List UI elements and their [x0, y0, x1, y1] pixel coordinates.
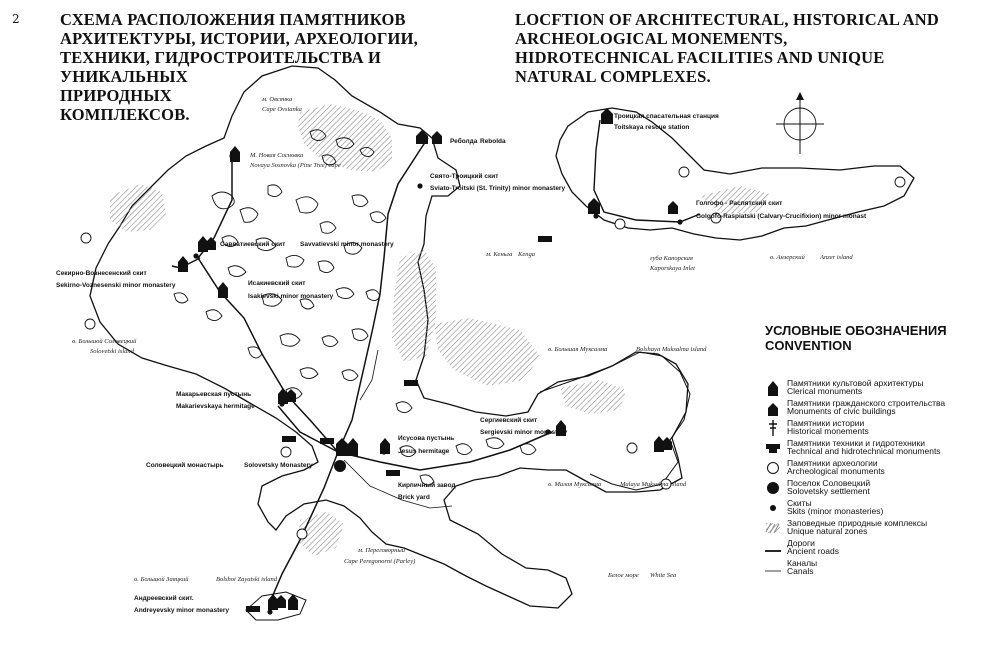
label-isakievski-ru: Исакиевский скит: [248, 280, 306, 287]
label-bolshaya-muksalma-en: Bolshaya Muksalma island: [636, 346, 707, 353]
label-bolshoi-zayatski-en: Bolshoi Zayatski island: [216, 576, 278, 583]
label-bolshoi-zayatski-ru: о. Большой Заяцкий: [134, 576, 189, 583]
label-novaya-sosnovka-ru: М. Новая Сосновка: [250, 152, 304, 159]
civic-building-icon: [765, 399, 781, 417]
label-solovetski-monastery-en: Solovetsky Monastery: [244, 462, 313, 469]
label-sekirno-en: Sekirno-Voznesenski minor monastery: [56, 282, 176, 289]
label-bolshaya-muksalma-ru: о. Большая Муксалма: [548, 346, 608, 353]
legend-item-en: Technical and hidrotechnical monuments: [787, 446, 941, 456]
title-en-line: NATURAL COMPLEXES.: [515, 67, 711, 86]
title-en-line: HIDROTECHNICAL FACILITIES AND UNIQUE: [515, 48, 885, 67]
label-rebolda-en: Rebolda: [480, 138, 506, 145]
label-rebolda-ru: Реболда: [450, 138, 478, 145]
legend: [765, 323, 995, 576]
title-en-line: ARCHEOLOGICAL MONEMENTS,: [515, 29, 788, 48]
legend-item-ru: Памятники археологии: [787, 458, 878, 468]
label-cape-pergonorni-en: Cape Peregonorni (Parley): [344, 558, 416, 565]
legend-item-en: Canals: [787, 566, 814, 576]
title-ru-line: УНИКАЛЬНЫХ: [60, 67, 188, 86]
legend-item-en: Historical monements: [787, 426, 869, 436]
legend-item-ru: Памятники культовой архитектуры: [787, 378, 924, 388]
label-anzer-ru: о. Анзерский: [770, 254, 805, 261]
title-ru-line: КОМПЛЕКСОВ.: [60, 105, 190, 124]
legend-item-en: Clerical monuments: [787, 386, 863, 396]
label-sviato-troitski-en: Sviato-Troitski (St. Trinity) minor monastery: [430, 185, 566, 192]
label-sviato-troitski-ru: Свято-Троицкий скит: [430, 173, 499, 180]
natural-zone-west: [110, 184, 166, 232]
technical-monument-icon: [765, 439, 781, 457]
settlement-dot-icon: [334, 460, 346, 472]
settlement-dot-icon: [765, 479, 781, 497]
title-ru-line: СХЕМА РАСПОЛОЖЕНИЯ ПАМЯТНИКОВ: [60, 10, 406, 29]
skit-dot-icon: [765, 499, 781, 517]
title-ru-line: ПРИРОДНЫХ: [60, 86, 172, 105]
label-makarievskaya-ru: Макарьевская пустынь: [176, 391, 252, 398]
label-savvatievski-en: Savvatievski minor monastery: [300, 241, 394, 248]
legend-item-en: Skits (minor monasteries): [787, 506, 884, 516]
label-jesus-hermitage-en: Jesus hermitage: [398, 448, 450, 455]
legend-item-en: Monuments of civic buildings: [787, 406, 896, 416]
label-white-sea-en: White Sea: [650, 572, 677, 579]
legend-item-en: Solovetsky settlement: [787, 486, 870, 496]
legend-item-ru: Каналы: [787, 558, 818, 568]
compass-rose-icon: [776, 92, 824, 154]
label-cape-kenga-en: Kenga: [518, 251, 535, 258]
legend-item-ru: Заповедные природные комплексы: [787, 518, 928, 528]
bolshaya-muksalma-coastline: [540, 352, 690, 490]
anzer-island-coastline: [556, 108, 914, 240]
label-sekirno-ru: Секирно-Вознесенский скит: [56, 270, 147, 277]
label-kaporskaya-inlet-en: Kaporskaya Inlet: [650, 265, 695, 272]
label-isakievski-en: Isakievski minor monastery: [248, 293, 334, 300]
label-golgofo-en: Golgofo-Raspiatski (Calvary-Crucifixion) minor monast: [696, 213, 867, 220]
legend-item: [765, 559, 995, 581]
legend-item-ru: Скиты: [787, 498, 812, 508]
label-andreyevsky-ru: Андреевский скит.: [134, 595, 194, 602]
natural-zone-east: [434, 318, 540, 386]
label-bolshoi-solovetski-en: Solovetski island: [90, 348, 134, 355]
legend-item-ru: Поселок Соловецкий: [787, 478, 871, 488]
label-brick-yard-ru: Кирпичный завод: [398, 482, 456, 489]
label-brick-yard-en: Brick yard: [398, 494, 430, 501]
legend-item-ru: Памятники техники и гидротехники: [787, 438, 925, 448]
label-anzer-en: Anzer island: [820, 254, 853, 261]
label-troitskaya-station-en: Toitskaya rescue station: [614, 124, 690, 131]
church-icon: [765, 379, 781, 397]
title-ru-line: АРХИТЕКТУРЫ, ИСТОРИИ, АРХЕОЛОГИИ,: [60, 29, 418, 48]
label-kaporskaya-inlet-ru: губа Капорская: [650, 255, 693, 262]
label-makarievskaya-en: Makarievskaya hermitage: [176, 403, 255, 410]
natural-zone-hatch-icon: [765, 519, 781, 537]
label-bolshoi-solovetski-ru: о. Большой Соловецкий: [72, 338, 137, 345]
cross-icon: [765, 419, 781, 437]
legend-item-ru: Памятники гражданского строительства: [787, 398, 946, 408]
title-en-line: LOCFTION OF ARCHITECTURAL, HISTORICAL AND: [515, 10, 939, 29]
church-icon: [178, 108, 664, 610]
label-andreyevsky-en: Andreyevsky minor monastery: [134, 607, 230, 614]
label-solovetski-monastery-ru: Соловецкий монастырь: [146, 462, 224, 469]
canal-line-icon: [765, 559, 781, 577]
label-cape-ovsyanka-en: Cape Ovsianka: [262, 106, 302, 113]
label-white-sea-ru: Белое море: [608, 572, 639, 579]
legend-title-ru: УСЛОВНЫЕ ОБОЗНАЧЕНИЯ: [765, 323, 947, 338]
civic-building-icon: [206, 130, 678, 608]
title-ru-line: ТЕХНИКИ, ГИДРОСТРОИТЕЛЬСТВА И: [60, 48, 382, 67]
label-jesus-hermitage-ru: Исусова пустынь: [398, 435, 455, 442]
label-sergievski-ru: Сергиевский скит: [480, 417, 538, 424]
label-malaya-muksalma-ru: о. Малая Муксалма: [548, 481, 602, 488]
natural-zone-muksalma: [560, 380, 626, 414]
legend-item-ru: Памятники истории: [787, 418, 865, 428]
label-cape-kenga-ru: м. Кеньга: [486, 251, 513, 258]
label-novaya-sosnovka-en: Novaya Sosnovka (Pine Tree) cape: [250, 162, 341, 169]
label-troitskaya-station-ru: Троицкая спасательная станция: [614, 113, 719, 120]
legend-item-en: Archeological monuments: [787, 466, 885, 476]
legend-item-en: Ancient roads: [787, 546, 839, 556]
label-malaya-muksalma-en: Malaya Muksalma island: [620, 481, 687, 488]
label-savvatievski-ru: Савватиевский скит: [220, 241, 286, 248]
label-sergievski-en: Sergievski minor monastery: [480, 429, 568, 436]
label-golgofo-ru: Голгофо - Распятский скит: [696, 200, 783, 207]
natural-zone-central: [392, 250, 436, 362]
archeological-circle-icon: [765, 459, 781, 477]
legend-item-en: Unique natural zones: [787, 526, 868, 536]
page-number: 2: [12, 12, 20, 26]
road-line-icon: [765, 539, 781, 557]
legend-title-en: CONVENTION: [765, 338, 852, 353]
legend-item-ru: Дороги: [787, 538, 815, 548]
label-cape-ovsyanka-ru: м. Овсянка: [262, 96, 293, 103]
label-cape-pergonorni-ru: м. Переговорный: [358, 547, 406, 554]
